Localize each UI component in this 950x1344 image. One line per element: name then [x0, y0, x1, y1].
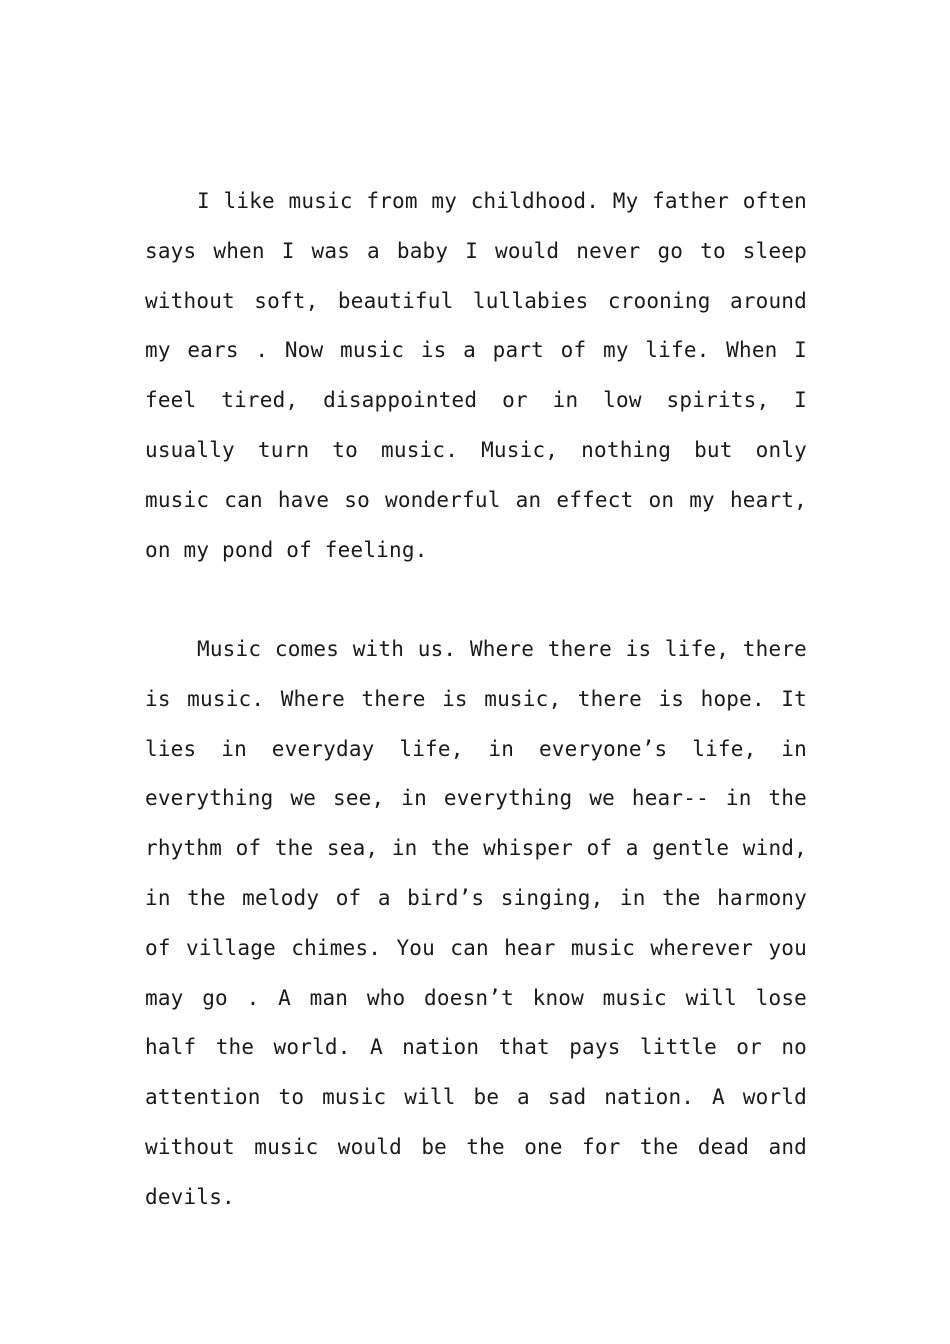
paragraph: Music comes with us. Where there is life, there is music. Where there is music, there is hope. It lies in everyday life, in everyone’s life, in everything we see, in everything we hear-- in the rhythm of the sea, in the whisper of a gentle wind, in the melody of a bird’s singing, in the harmony of village chimes. You can hear music wherever you may go . A man who doesn’t know music will lose half the world. A nation that pays little or no attention to music will be a sad nation. A world without music would be the one for the dead and devils. — [145, 637, 807, 1209]
paragraph: I like music from my childhood. My father often says when I was a baby I would never go to sleep without soft, beautiful lullabies crooning around my ears . Now music is a part of my life. When I feel tired, disappointed or in low spirits, I usually turn to music. Music, nothing but only music can have so wonderful an effect on my heart, on my pond of feeling. — [145, 189, 807, 562]
